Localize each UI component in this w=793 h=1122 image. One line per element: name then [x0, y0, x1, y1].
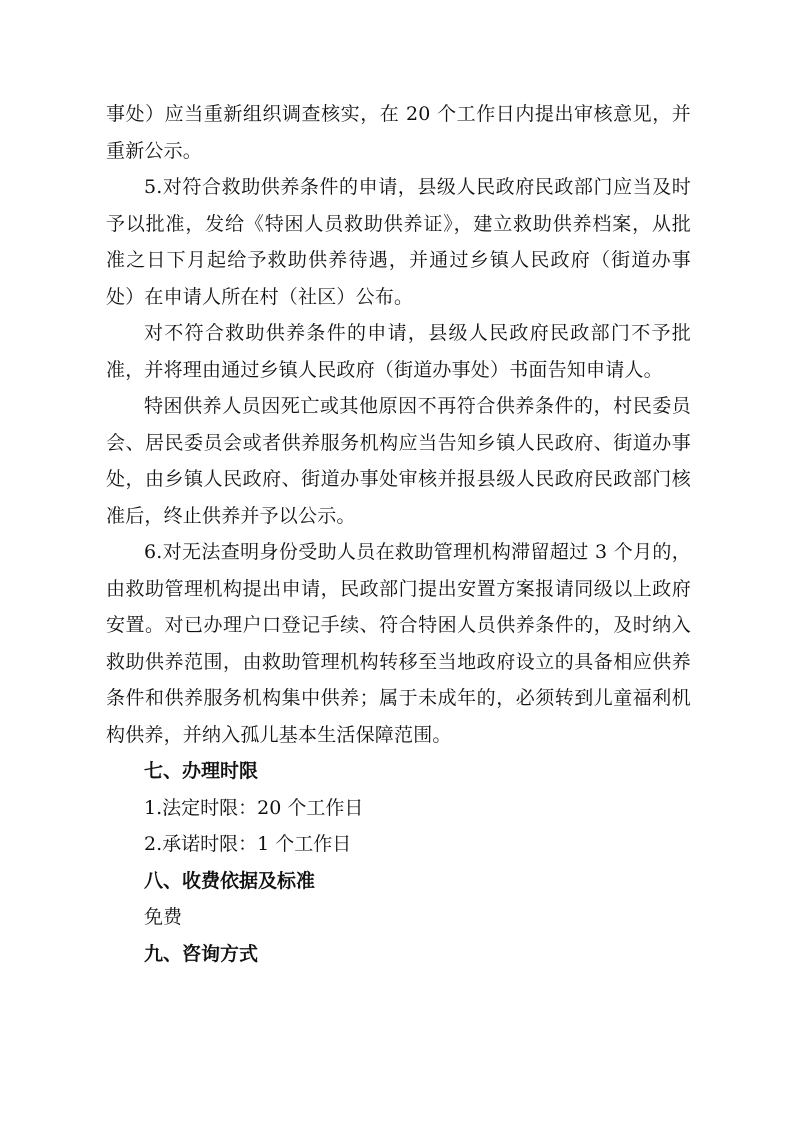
document-body — [106, 96, 691, 972]
section-heading-9: 九、咨询方式 — [144, 942, 259, 965]
time-limit-legal: 1.法定时限：20 个工作日 — [144, 796, 364, 819]
time-limit-promised: 2.承诺时限：1 个工作日 — [144, 833, 352, 855]
paragraph-rejection: 对不符合救助供养条件的申请，县级人民政府民政部门不予批准，并将理由通过乡镇人民政府（街道办事处）书面告知申请人。 — [106, 322, 691, 381]
paragraph-termination: 特困供养人员因死亡或其他原因不再符合供养条件的，村民委员会、居民委员会或者供养服务机构应当告知乡镇人民政府、街道办事处，由乡镇人民政府、街道办事处审核并报县级人民政府民政部门核准后，终止供养并予以公示。 — [106, 395, 691, 527]
fee-value: 免费 — [144, 906, 183, 928]
section-heading-8: 八、收费依据及标准 — [144, 869, 316, 892]
paragraph-item-6: 6.对无法查明身份受助人员在救助管理机构滞留超过 3 个月的，由救助管理机构提出申请，民政部门提出安置方案报请同级以上政府安置。对已办理户口登记手续、符合特困人员供养条件的，及时纳入救助供养范围，由救助管理机构转移至当地政府设立的具备相应供养条件和供养服务机构集中供养；属于未成年的，必须转到儿童福利机构供养，并纳入孤儿基本生活保障范围。 — [106, 541, 691, 746]
paragraph-item-5: 5.对符合救助供养条件的申请，县级人民政府民政部门应当及时予以批准，发给《特困人员救助供养证》，建立救助供养档案，从批准之日下月起给予救助供养待遇，并通过乡镇人民政府（街道办事处）在申请人所在村（社区）公布。 — [106, 176, 691, 308]
section-heading-7: 七、办理时限 — [144, 760, 259, 782]
paragraph-continuation: 事处）应当重新组织调查核实，在 20 个工作日内提出审核意见，并重新公示。 — [106, 103, 691, 162]
